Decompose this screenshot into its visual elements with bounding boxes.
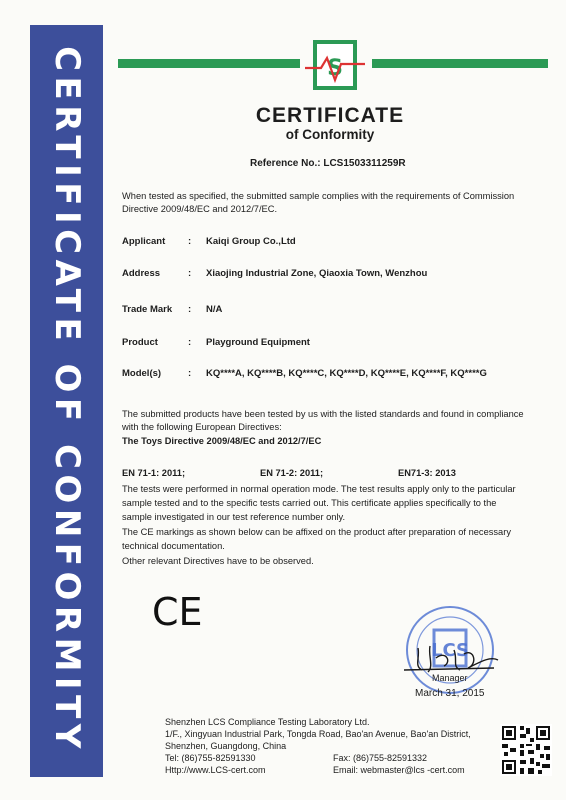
- body-line-1: The tests were performed in normal operation mode. The test results apply only to the particular: [122, 484, 516, 494]
- sidebar-vertical-title: CERTIFICATE OF CONFORMITY: [47, 46, 87, 754]
- product-colon: :: [188, 337, 192, 348]
- applicant-value: Kaiqi Group Co.,Ltd: [206, 236, 296, 247]
- trademark-value: N/A: [206, 304, 223, 315]
- body-line-3: sample investigated in our test reference number only.: [122, 512, 346, 522]
- address-value: Xiaojing Industrial Zone, Qiaoxia Town, Wenzhou: [206, 268, 428, 279]
- address-colon: :: [188, 268, 192, 279]
- lcs-logo-icon: [303, 40, 367, 90]
- intro-line-1: When tested as specified, the submitted sample complies with the requirements of Commission: [122, 191, 515, 201]
- certificate-title: CERTIFICATE: [255, 104, 405, 127]
- footer-company: Shenzhen LCS Compliance Testing Laboratory Ltd.: [165, 717, 370, 727]
- standard-en71-3: EN71-3: 2013: [398, 468, 456, 478]
- models-label: Model(s): [122, 368, 162, 379]
- certificate-subtitle: of Conformity: [285, 127, 375, 142]
- footer-web: Http://www.LCS-cert.com: [165, 765, 266, 775]
- reference-number: Reference No.: LCS1503311259R: [250, 158, 406, 169]
- footer-address-2: Shenzhen, Guangdong, China: [165, 741, 287, 751]
- directives-line-1: The submitted products have been tested by us with the listed standards and found in compliance: [122, 409, 524, 419]
- footer-address-1: 1/F., Xingyuan Industrial Park, Tongda Road, Bao'an Avenue, Bao'an District,: [165, 729, 471, 739]
- product-value: Playground Equipment: [206, 337, 310, 348]
- ce-mark-text: CE: [152, 590, 203, 630]
- footer-email: Email: webmaster@lcs -cert.com: [333, 765, 465, 775]
- header-bar-right: [372, 59, 548, 68]
- applicant-colon: :: [188, 236, 192, 247]
- models-value: KQ****A, KQ****B, KQ****C, KQ****D, KQ****E, KQ****F, KQ****G: [206, 368, 487, 379]
- body-line-5: technical documentation.: [122, 541, 225, 551]
- models-colon: :: [188, 368, 192, 379]
- trademark-colon: :: [188, 304, 192, 315]
- qr-code-icon: [500, 724, 552, 776]
- issue-date: March 31, 2015: [415, 688, 485, 699]
- body-line-2: sample tested and to the specific tests carried out. This certificate applies specifically to the: [122, 498, 497, 508]
- trademark-label: Trade Mark: [122, 304, 173, 315]
- directives-line-2: with the following European Directives:: [122, 422, 282, 432]
- standard-en71-2: EN 71-2: 2011;: [260, 468, 324, 478]
- applicant-label: Applicant: [122, 236, 166, 247]
- address-label: Address: [122, 268, 161, 279]
- seal-letters: LCS: [431, 640, 469, 661]
- intro-line-2: Directive 2009/48/EC and 2012/7/EC.: [122, 204, 278, 214]
- directives-line-3: The Toys Directive 2009/48/EC and 2012/7/EC: [122, 436, 322, 446]
- header-bar-left: [118, 59, 300, 68]
- footer-tel: Tel: (86)755-82591330: [165, 753, 256, 763]
- product-label: Product: [122, 337, 158, 348]
- body-line-4: The CE markings as shown below can be affixed on the product after preparation of necessary: [122, 527, 511, 537]
- standard-en71-1: EN 71-1: 2011;: [122, 468, 186, 478]
- body-line-6: Other relevant Directives have to be observed.: [122, 556, 314, 566]
- ce-mark-icon: [152, 590, 210, 630]
- manager-label: Manager: [432, 673, 468, 683]
- svg-text:S: S: [327, 56, 343, 81]
- footer-fax: Fax: (86)755-82591332: [333, 753, 428, 763]
- signature-icon: [398, 640, 506, 676]
